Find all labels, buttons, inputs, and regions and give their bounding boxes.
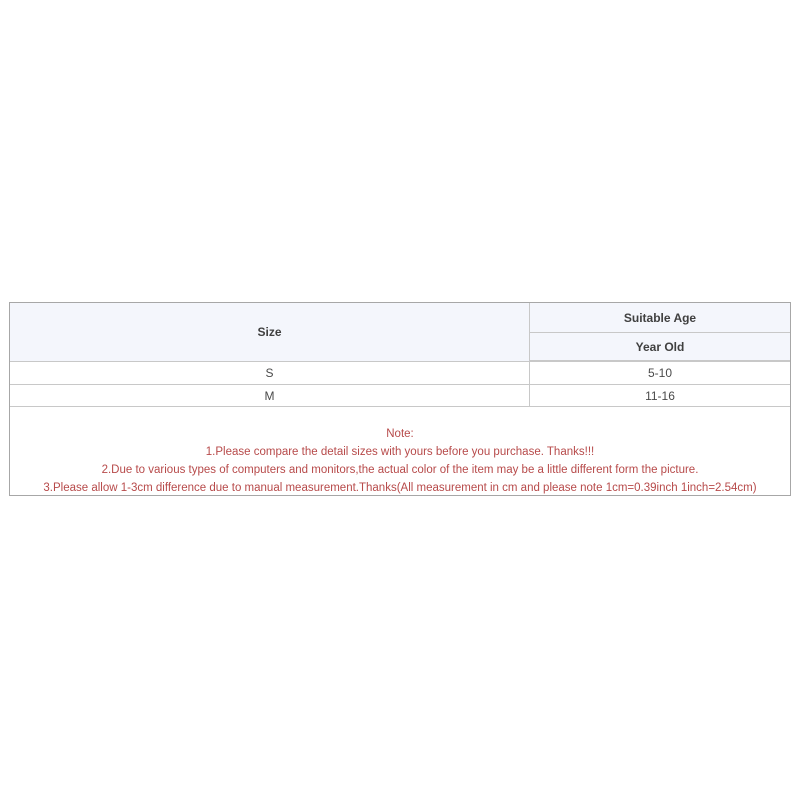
note-title: Note: xyxy=(386,428,414,440)
size-cell: M xyxy=(10,385,530,407)
table-row xyxy=(10,361,790,384)
size-chart-grid xyxy=(10,303,790,407)
note-line: 1.Please compare the detail sizes with yours before you purchase. Thanks!!! xyxy=(205,446,595,458)
age-cell: 11-16 xyxy=(645,389,675,403)
age-cell: 5-10 xyxy=(647,366,673,380)
age-unit-header: Year Old xyxy=(530,333,790,361)
size-column-header: Size xyxy=(10,303,530,361)
size-cell: S xyxy=(10,362,530,384)
suitable-age-header: Suitable Age xyxy=(530,303,790,333)
size-chart-table xyxy=(9,302,791,496)
table-row xyxy=(10,384,790,407)
note-line: 3.Please allow 1-3cm difference due to manual measurement.Thanks(All measurement in cm and please note 1cm=0.39inch 1inch=2.54cm) xyxy=(43,482,757,494)
note-line: 2.Due to various types of computers and monitors,the actual color of the item may be a little different form the picture. xyxy=(101,464,699,476)
size-notes xyxy=(10,407,790,495)
